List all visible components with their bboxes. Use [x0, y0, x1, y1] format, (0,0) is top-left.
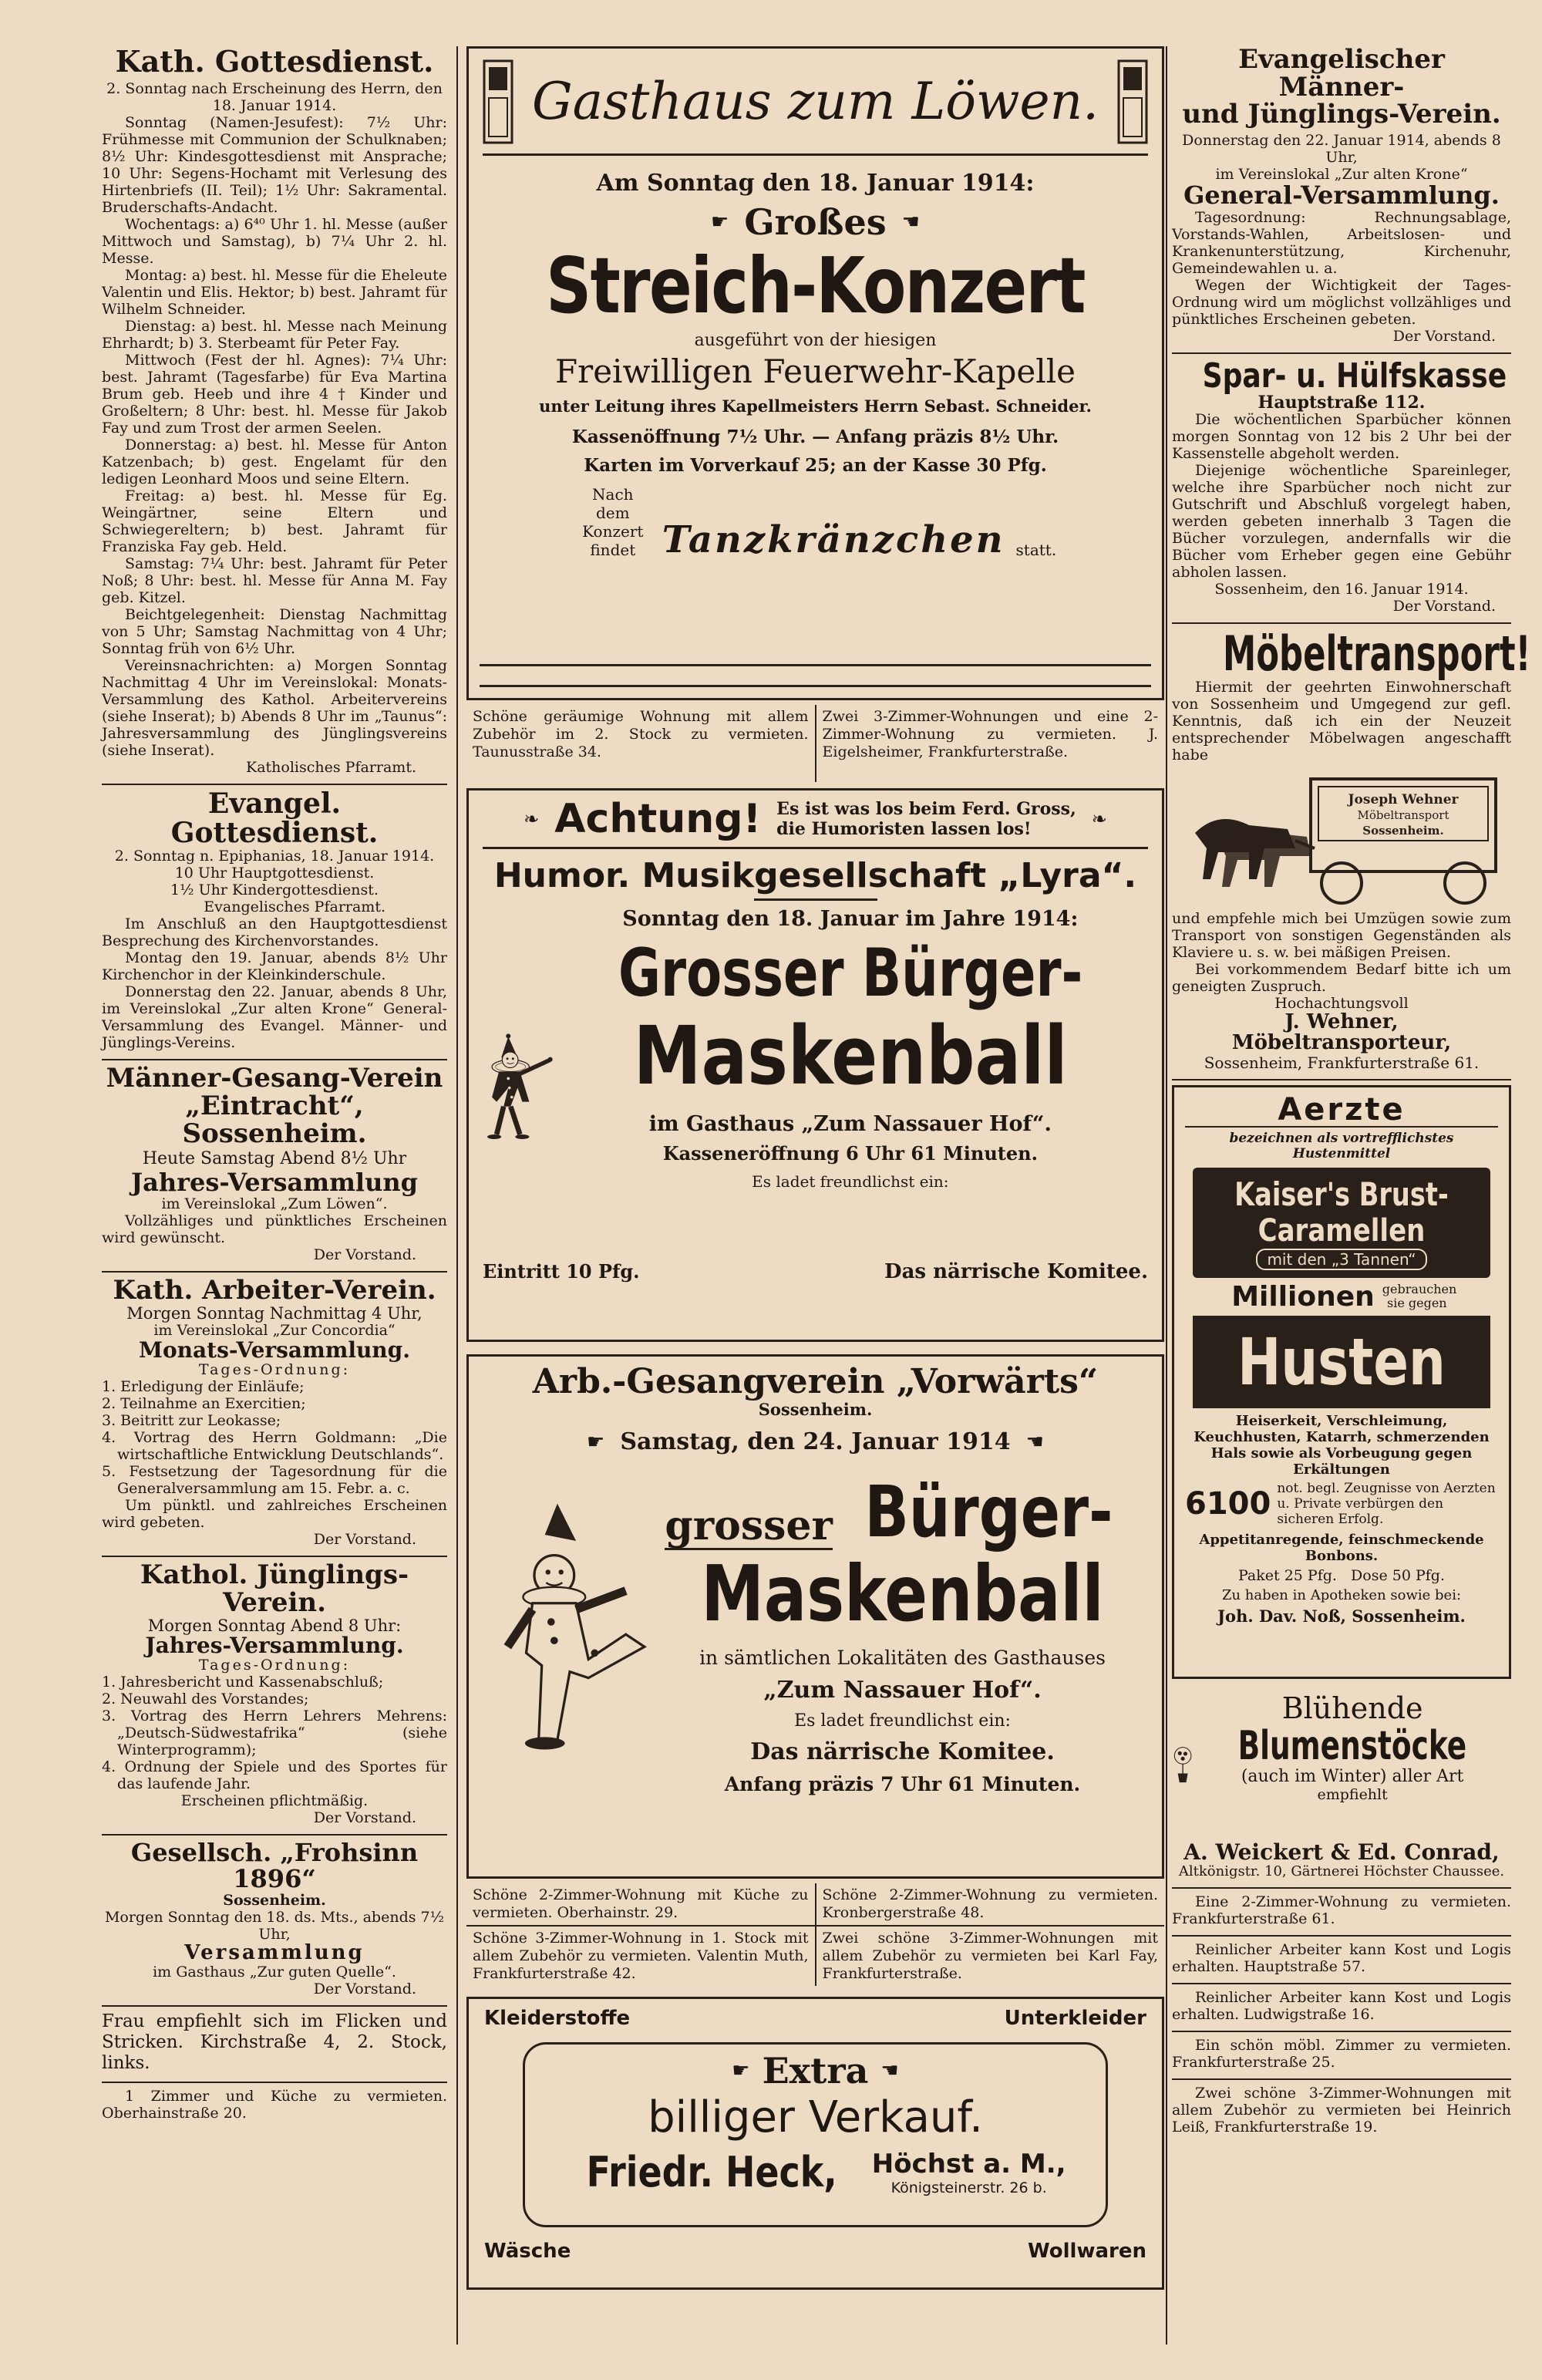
- heck-waesche: Wäsche: [484, 2240, 571, 2263]
- heck-extra: Extra: [762, 2050, 869, 2092]
- heck-unterkleider: Unterkleider: [1004, 2007, 1146, 2030]
- arbeiter-signature: Der Vorstand.: [313, 1531, 416, 1549]
- kaiser-name: Joh. Dav. Noß, Sossenheim.: [1217, 1606, 1466, 1627]
- lyra-ort: im Gasthaus „Zum Nassauer Hof“.: [648, 1112, 1052, 1137]
- flower-pot-illustration: [1172, 1691, 1194, 1838]
- arbeiter-title: Kath. Arbeiter-Verein.: [113, 1275, 436, 1306]
- blumen-line-4: empfiehlt: [1317, 1786, 1388, 1804]
- kath-samstag: Samstag: 7¼ Uhr: best. Jahramt für Peter Noß; 8 Uhr: best. hl. Messe für Anna M. Fay geb. Kitzel.: [102, 555, 447, 606]
- wohnung-ad: Schöne 2-Zimmer-Wohnung zu vermieten. Kronbergerstraße 48.: [815, 1883, 1165, 1925]
- heck-name: Friedr. Heck,: [587, 2147, 838, 2196]
- moebel-hochachtungsvoll: Hochachtungsvoll: [1274, 994, 1409, 1012]
- eintracht-signature: Der Vorstand.: [313, 1246, 416, 1264]
- kaiser-gebrauchen: gebrauchen sie gegen: [1382, 1282, 1457, 1311]
- classified-ad: Eine 2-Zimmer-Wohnung zu vermieten. Frankfurterstraße 61.: [1172, 1893, 1511, 1927]
- zimmer-ad: 1 Zimmer und Küche zu vermieten. Oberhainstraße 20.: [102, 2088, 447, 2122]
- juengling-tagesordnung: Tages-Ordnung:: [198, 1656, 351, 1674]
- kath-wochentags: Wochentags: a) 6⁴⁰ Uhr 1. hl. Messe (außer Mittwoch und Samstag), b) 7¼ Uhr 2. hl. Messe.: [102, 215, 447, 267]
- evang-verein-lokal: im Vereinslokal „Zur alten Krone“: [1215, 166, 1468, 184]
- frohsinn-lokal: im Gasthaus „Zur guten Quelle“.: [153, 1964, 396, 1981]
- moebel-p3: Bei vorkommendem Bedarf bitte ich um geneigten Zuspruch.: [1172, 960, 1511, 995]
- vorwaerts-ad: [466, 1354, 1164, 1879]
- moebel-title: Möbeltransport!: [1223, 625, 1531, 682]
- kaiser-apotheken: Zu haben in Apotheken sowie bei:: [1221, 1587, 1462, 1604]
- vorwaerts-buerger: Bürger-: [864, 1471, 1113, 1554]
- clown-illustration: [483, 1460, 657, 1784]
- lyra-ad: [466, 788, 1164, 1342]
- heck-wollwaren: Wollwaren: [1028, 2240, 1146, 2263]
- right-column: [1172, 44, 1531, 2136]
- column-rule-left: [456, 46, 458, 2345]
- vorwaerts-maskenball: Maskenball: [701, 1548, 1104, 1639]
- blumen-line-2: Blumenstöcke: [1237, 1722, 1467, 1769]
- kath-sonntag: Sonntag (Namen-Jesufest): 7½ Uhr: Frühmesse mit Communion der Schulknaben; 8½ Uhr: Kindesgottesdienst mit Ansprache; 10 Uhr: Segens-Hochamt mit Verlesung des Hirtenbriefs (II. Teil); 1½ Uhr: Sakramental. Bruderschafts-Andacht.: [102, 113, 447, 216]
- vorwaerts-komitee: Das närrische Komitee.: [750, 1738, 1055, 1765]
- evang-verein-title-2: und Jünglings-Verein.: [1182, 99, 1501, 130]
- vorwaerts-ladet: Es ladet freundlichst ein:: [794, 1711, 1011, 1731]
- kaiser-brand-box: [1193, 1168, 1490, 1278]
- wohnung-ads-3: [466, 1925, 1164, 1986]
- evangel-signature: Evangelisches Pfarramt.: [204, 898, 386, 916]
- blumen-address: Altkönigstr. 10, Gärtnerei Höchster Chaussee.: [1178, 1863, 1505, 1879]
- blumen-line-1: Blühende: [1281, 1691, 1423, 1725]
- heck-kleiderstoffe: Kleiderstoffe: [484, 2007, 631, 2030]
- frohsinn-title: Gesellsch. „Frohsinn 1896“: [130, 1837, 419, 1893]
- arbeiter-versammlung: Monats-Versammlung.: [138, 1337, 410, 1363]
- loewen-leitung: unter Leitung ihres Kapellmeisters Herrn Sebast. Schneider.: [539, 396, 1092, 416]
- kath-freitag: Freitag: a) best. hl. Messe für Eg. Weingärtner, seine Eltern und Schwiegereltern; b) best. Jahramt für Franziska Fay geb. Held.: [102, 487, 447, 555]
- loewen-date: Am Sonntag den 18. Januar 1914:: [596, 170, 1035, 197]
- evang-verein-title-1: Evangelischer Männer-: [1238, 44, 1445, 103]
- wohnung-ads-2: [466, 1883, 1164, 1925]
- frohsinn-versammlung: Versammlung: [184, 1941, 365, 1965]
- ornament-icon: ❧: [524, 808, 540, 831]
- eintracht-lokal: im Vereinslokal „Zum Löwen“.: [161, 1195, 388, 1213]
- loewen-statt: statt.: [1015, 540, 1057, 559]
- evangel-haupt: 10 Uhr Hauptgottesdienst.: [174, 865, 375, 882]
- lyra-grosser-buerger: Grosser Bürger-: [618, 934, 1083, 1012]
- kaiser-ad: [1172, 1085, 1511, 1679]
- juengling-note: Erscheinen pflichtmäßig.: [180, 1792, 369, 1809]
- juengling-title: Kathol. Jünglings-Verein.: [140, 1559, 409, 1618]
- list-item: 4. Vortrag des Herrn Goldmann: „Die wirtschaftliche Entwicklung Deutschlands“.: [102, 1429, 447, 1464]
- kath-montag: Montag: a) best. hl. Messe für die Eheleute Valentin und Elis. Hektor; b) best. Jahramt für Wilhelm Schneider.: [102, 266, 447, 318]
- kaiser-brand-2: Caramellen: [1258, 1212, 1426, 1249]
- list-item: 1. Jahresbericht und Kassenabschluß;: [102, 1673, 384, 1691]
- lyra-komitee: Das närrische Komitee.: [884, 1259, 1148, 1283]
- loewen-grosses: Großes: [744, 201, 887, 243]
- pointing-hand-icon: ☚: [880, 2059, 899, 2083]
- kath-mittwoch: Mittwoch (Fest der hl. Agnes): 7¼ Uhr: best. Jahramt (Tagesfarbe) für Eva Martina Brum geb. Heeb und ihre 4 † Kinder und Großeltern; 8 Uhr: best. hl. Messe für Jakob Fay und zum Trost der armen Seelen.: [102, 351, 447, 437]
- evangel-date: 2. Sonntag n. Epiphanias, 18. Januar 1914.: [114, 848, 435, 865]
- loewen-nach: Nach dem Konzert findet: [582, 484, 644, 559]
- kath-signature: Katholisches Pfarramt.: [246, 758, 416, 776]
- kaiser-appetit: Appetitanregende, feinschmeckende Bonbons.: [1199, 1532, 1484, 1565]
- kath-donnerstag: Donnerstag: a) best. hl. Messe für Anton Katzenbach; b) gest. Engelamt für den ledigen Leonhard Moos und seine Eltern.: [102, 436, 447, 487]
- kaiser-husten-box: [1193, 1316, 1490, 1408]
- kaiser-bezeichnen: bezeichnen als vortrefflichstes Hustenmittel: [1229, 1130, 1454, 1161]
- kath-beicht: Beichtgelegenheit: Dienstag Nachmittag von 5 Uhr; Samstag Nachmittag von 4 Uhr; Sonntag früh von 6½ Uhr.: [102, 605, 447, 657]
- frohsinn-signature: Der Vorstand.: [313, 1981, 416, 1998]
- wagon-text-1: Joseph Wehner: [1348, 791, 1459, 807]
- loewen-tanz: Tanzkränzchen: [662, 517, 1005, 561]
- list-item: 3. Vortrag des Herrn Lehrers Mehrens: „Deutsch-Südwestafrika“ (siehe Winterprogramm);: [102, 1707, 447, 1758]
- juengling-signature: Der Vorstand.: [313, 1809, 416, 1826]
- vorwaerts-anfang: Anfang präzis 7 Uhr 61 Minuten.: [724, 1772, 1081, 1795]
- vorwaerts-sub: Sossenheim.: [758, 1400, 873, 1420]
- heck-ort: Höchst a. M.,: [871, 2149, 1066, 2180]
- middle-column: [466, 46, 1164, 2290]
- loewen-konzert: Streich-Konzert: [546, 240, 1085, 331]
- heck-ad: [466, 1997, 1164, 2290]
- classified-ad: Reinlicher Arbeiter kann Kost und Logis erhalten. Hauptstraße 57.: [1172, 1940, 1511, 1975]
- juengling-time: Morgen Sonntag Abend 8 Uhr:: [147, 1616, 402, 1635]
- list-item: 2. Neuwahl des Vorstandes;: [102, 1690, 309, 1707]
- evang-verein-versammlung: General-Versammlung.: [1183, 180, 1500, 211]
- frau-ad: Frau empfiehlt sich im Flicken und Stricken. Kirchstraße 4, 2. Stock, links.: [102, 2011, 447, 2074]
- classified-ad: Ein schön möbl. Zimmer zu vermieten. Frankfurterstraße 25.: [1172, 2036, 1511, 2071]
- wohnung-ads-1: [466, 705, 1164, 782]
- arbeiter-items: [102, 1378, 447, 1497]
- blumen-line-3: (auch im Winter) aller Art: [1241, 1767, 1464, 1787]
- arbeiter-lokal: im Vereinslokal „Zur Concordia“: [153, 1321, 396, 1339]
- spar-title: Spar- u. Hülfskasse: [1202, 356, 1507, 396]
- kath-vereinsnachrichten: Vereinsnachrichten: a) Morgen Sonntag Nachmittag 4 Uhr im Vereinslokal: Monats-Versammlung des Kathol. Arbeitervereins (siehe Inserat); b) Abends 8 Uhr im „Taunus“: Jahresversammlung des Jünglingsvereins (siehe Inserat).: [102, 656, 447, 759]
- spar-p2: Diejenige wöchentliche Spareinleger, welche ihre Sparbücher noch nicht zur Gutschrift und Abschluß vorgelegt haben, werden gebeten innerhalb 3 Tagen die Bücher vorzulegen, andernfalls wir die Bücher vom Erheber gegen eine Gebühr abholen lassen.: [1172, 461, 1511, 581]
- ornament-border: [480, 664, 1151, 687]
- kaiser-brand-3: mit den „3 Tannen“: [1256, 1249, 1426, 1270]
- moebel-address: Sossenheim, Frankfurterstraße 61.: [1204, 1053, 1480, 1072]
- juengling-items: [102, 1674, 447, 1792]
- evangel-gottesdienst-title: Evangel. Gottesdienst.: [170, 787, 379, 849]
- spar-signature: Der Vorstand.: [1392, 597, 1496, 615]
- moving-wagon-illustration: [1172, 764, 1511, 910]
- evangel-p3: Donnerstag den 22. Januar, abends 8 Uhr, im Vereinslokal „Zur alten Krone“ General-Versammlung des Evangel. Männer- und Jünglings-Vereins.: [102, 983, 447, 1052]
- evang-verein-signature: Der Vorstand.: [1392, 327, 1496, 345]
- vorwaerts-date: Samstag, den 24. Januar 1914: [620, 1428, 1011, 1456]
- arbeiter-time: Morgen Sonntag Nachmittag 4 Uhr,: [126, 1303, 423, 1323]
- spar-sub: Hauptstraße 112.: [1258, 392, 1426, 413]
- lyra-eintritt: Eintritt 10 Pfg.: [483, 1260, 640, 1283]
- frohsinn-time: Morgen Sonntag den 18. ds. Mts., abends 7½ Uhr,: [104, 1909, 445, 1943]
- window-ornament-icon: [1117, 59, 1148, 144]
- pointing-hand-icon: ☛: [732, 2059, 750, 2083]
- lyra-los-1: Es ist was los beim Ferd. Gross,: [776, 799, 1076, 820]
- list-item: 5. Festsetzung der Tagesordnung für die Generalversammlung am 15. Febr. a. c.: [102, 1463, 447, 1498]
- kaiser-paket: Paket 25 Pfg. Dose 50 Pfg.: [1238, 1567, 1445, 1585]
- loewen-kasse: Kassenöffnung 7½ Uhr. — Anfang präzis 8½ Uhr.: [571, 426, 1059, 447]
- eintracht-versammlung: Jahres-Versammlung: [131, 1167, 418, 1197]
- wohnung-ad: Schöne 3-Zimmer-Wohnung in 1. Stock mit allem Zubehör zu vermieten. Valentin Muth, Frankfurterstraße 42.: [473, 1930, 809, 1982]
- lyra-achtung: Achtung!: [554, 796, 762, 842]
- juengling-versammlung: Jahres-Versammlung.: [145, 1632, 404, 1658]
- classified-ad: Reinlicher Arbeiter kann Kost und Logis erhalten. Ludwigstraße 16.: [1172, 1988, 1511, 2023]
- classified-ad: Zwei schöne 3-Zimmer-Wohnungen mit allem Zubehör zu vermieten bei Heinrich Leiß, Frankfurterstraße 19.: [1172, 2084, 1511, 2136]
- lyra-los-2: die Humoristen lassen los!: [776, 819, 1032, 840]
- kath-date: 2. Sonntag nach Erscheinung des Herrn, den 18. Januar 1914.: [106, 79, 443, 114]
- kaiser-aerzte: Aerzte: [1185, 1094, 1498, 1128]
- wohnung-ad: Schöne 2-Zimmer-Wohnung mit Küche zu vermieten. Oberhainstr. 29.: [473, 1886, 809, 1921]
- column-rule-right: [1166, 46, 1167, 2345]
- eintracht-note: Vollzähliges und pünktliches Erscheinen wird gewünscht.: [102, 1212, 447, 1247]
- heck-strasse: Königsteinerstr. 26 b.: [891, 2179, 1047, 2197]
- wohnung-ad: Schöne geräumige Wohnung mit allem Zubehör im 2. Stock zu vermieten. Taunusstraße 34.: [473, 708, 809, 760]
- kaiser-brand-1: Kaiser's Brust-: [1234, 1175, 1449, 1213]
- pointing-hand-icon: ☛: [587, 1430, 605, 1454]
- heck-billig: billiger Verkauf.: [648, 2092, 983, 2143]
- lyra-title: Humor. Musikgesellschaft „Lyra“.: [493, 855, 1137, 895]
- evangel-kinder: 1½ Uhr Kindergottesdienst.: [170, 882, 379, 899]
- loewen-title: Gasthaus zum Löwen.: [531, 72, 1099, 132]
- kath-gottesdienst-title: Kath. Gottesdienst.: [115, 44, 434, 79]
- loewen-ad: [466, 46, 1164, 700]
- blumen-ad: [1172, 1691, 1511, 1838]
- loewen-kapelle: Freiwilligen Feuerwehr-Kapelle: [554, 352, 1076, 390]
- evang-verein-date: Donnerstag den 22. Januar 1914, abends 8 Uhr,: [1182, 132, 1501, 167]
- wagon-text-2: Möbeltransport: [1357, 807, 1449, 822]
- list-item: 1. Erledigung der Einläufe;: [102, 1378, 305, 1396]
- kaiser-number: 6100: [1185, 1486, 1271, 1522]
- pointing-hand-icon: ☚: [1025, 1430, 1044, 1454]
- pointing-hand-icon: ☛: [711, 210, 729, 234]
- vorwaerts-grosser: grosser: [665, 1502, 833, 1550]
- kaiser-husten: Husten: [1237, 1324, 1446, 1401]
- blumen-name: A. Weickert & Ed. Conrad,: [1183, 1839, 1500, 1865]
- evang-verein-note: Wegen der Wichtigkeit der Tages-Ordnung wird um möglichst vollzähliges und pünktliches Erscheinen gebeten.: [1172, 276, 1511, 328]
- list-item: 2. Teilnahme an Exercitien;: [102, 1395, 306, 1413]
- window-ornament-icon: [483, 59, 513, 144]
- kaiser-zeugnisse: not. begl. Zeugnisse von Aerzten u. Private verbürgen den sicheren Erfolg.: [1277, 1481, 1496, 1528]
- lyra-date: Sonntag den 18. Januar im Jahre 1914:: [622, 906, 1079, 931]
- wohnung-ad: Zwei schöne 3-Zimmer-Wohnungen mit allem Zubehör zu vermieten bei Karl Fay, Frankfurterstraße.: [815, 1927, 1165, 1986]
- moebel-p2: und empfehle mich bei Umzügen sowie zum Transport von sonstigen Gegenständen als Klaviere u. s. w. bei mäßigen Preisen.: [1172, 909, 1511, 961]
- vorwaerts-ort-2: „Zum Nassauer Hof“.: [763, 1676, 1042, 1704]
- evang-verein-tagesordnung: Tagesordnung: Rechnungsablage, Vorstands-Wahlen, Arbeitslosen- und Krankenunterstützung, Kirchenuhr, Gemeindewahlen u. a.: [1172, 208, 1511, 277]
- ornament-icon: ❧: [1091, 808, 1107, 831]
- spar-date: Sossenheim, den 16. Januar 1914.: [1214, 580, 1469, 598]
- left-column: [102, 46, 447, 2122]
- eintracht-title-1: Männer-Gesang-Verein: [106, 1063, 443, 1094]
- clown-illustration: [483, 905, 553, 1268]
- kath-dienstag: Dienstag: a) best. hl. Messe nach Meinung Ehrhardt; b) 3. Sterbeamt für Peter Fay.: [102, 317, 447, 352]
- spar-p1: Die wöchentlichen Sparbücher können morgen Sonntag von 12 bis 2 Uhr bei der Kassenstelle abgeholt werden.: [1172, 410, 1511, 462]
- lyra-maskenball: Maskenball: [633, 1009, 1068, 1104]
- arbeiter-note: Um pünktl. und zahlreiches Erscheinen wird gebeten.: [102, 1497, 447, 1532]
- wagon-text-3: Sossenheim.: [1362, 823, 1444, 838]
- arbeiter-tagesordnung: Tages-Ordnung:: [198, 1361, 351, 1379]
- vorwaerts-title: Arb.-Gesangverein „Vorwärts“: [532, 1362, 1099, 1401]
- list-item: 4. Ordnung der Spiele und des Sportes für das laufende Jahr.: [102, 1758, 447, 1792]
- loewen-ausgefuehrt: ausgeführt von der hiesigen: [694, 330, 937, 350]
- pointing-hand-icon: ☚: [901, 210, 920, 234]
- vorwaerts-ort-1: in sämtlichen Lokalitäten des Gasthauses: [699, 1646, 1106, 1669]
- eintracht-title-2: „Eintracht“, Sossenheim.: [182, 1091, 367, 1149]
- wohnung-ad: Zwei 3-Zimmer-Wohnungen und eine 2-Zimmer-Wohnung zu vermieten. J. Eigelsheimer, Frankfurterstraße.: [815, 705, 1165, 782]
- moebel-name: J. Wehner, Möbeltransporteur,: [1231, 1010, 1452, 1055]
- lyra-ladet: Es ladet freundlichst ein:: [752, 1172, 949, 1192]
- kaiser-millionen: Millionen: [1231, 1280, 1375, 1313]
- evangel-p2: Montag den 19. Januar, abends 8½ Uhr Kirchenchor in der Kleinkinderschule.: [102, 949, 447, 984]
- list-item: 3. Beitritt zur Leokasse;: [102, 1412, 281, 1430]
- kaiser-text: Heiserkeit, Verschleimung, Keuchhusten, Katarrh, schmerzenden Hals sowie als Vorbeugung gegen Erkältungen: [1194, 1413, 1490, 1478]
- moebel-p1: Hiermit der geehrten Einwohnerschaft von Sossenheim und Umgegend zur gefl. Kenntnis, daß ich ein der Neuzeit entsprechender Möbelwagen angeschafft habe: [1172, 678, 1511, 764]
- eintracht-time: Heute Samstag Abend 8½ Uhr: [142, 1148, 407, 1168]
- evangel-p1: Im Anschluß an den Hauptgottesdienst Besprechung des Kirchenvorstandes.: [102, 915, 447, 950]
- loewen-karten: Karten im Vorverkauf 25; an der Kasse 30 Pfg.: [584, 454, 1047, 476]
- lyra-kasse: Kasseneröffnung 6 Uhr 61 Minuten.: [662, 1142, 1038, 1165]
- frohsinn-sub: Sossenheim.: [223, 1892, 326, 1910]
